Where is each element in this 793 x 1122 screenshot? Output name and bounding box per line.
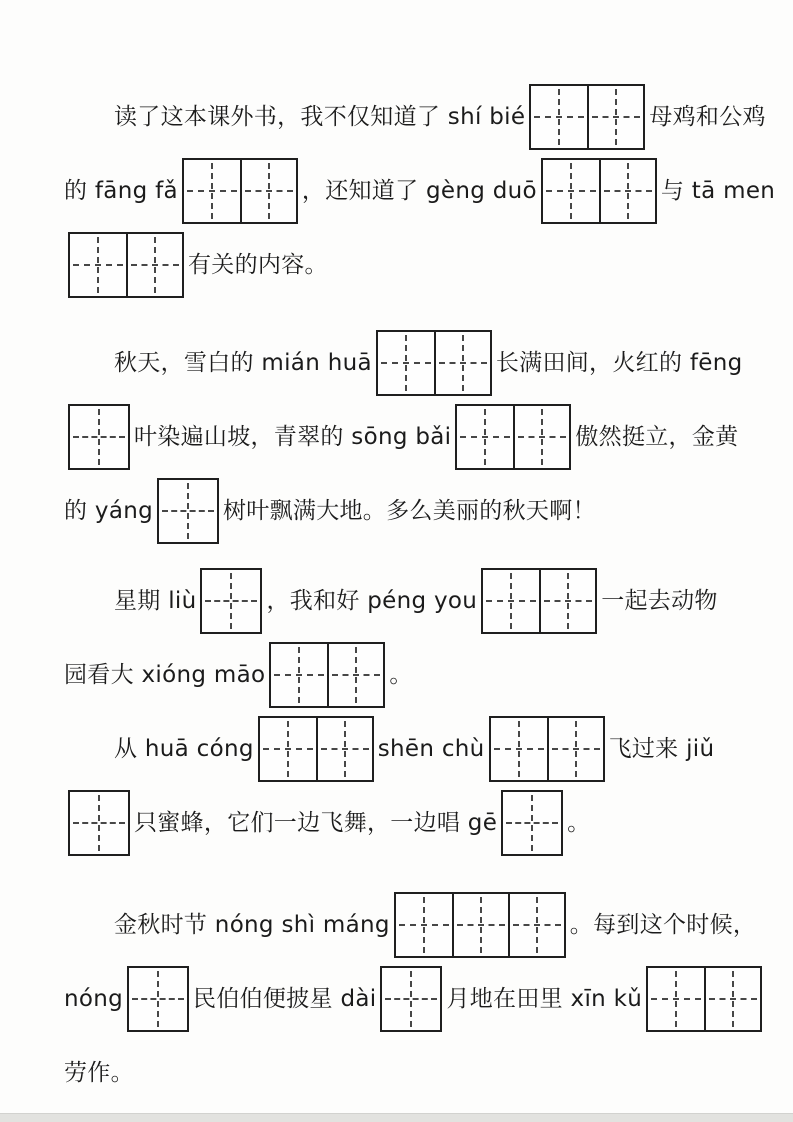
tianzige-cell[interactable] xyxy=(513,406,569,468)
tianzige-cell[interactable] xyxy=(503,792,561,854)
worksheet-line xyxy=(64,154,776,228)
tianzige-cell[interactable] xyxy=(452,894,508,956)
worksheet-line xyxy=(64,638,757,712)
tianzige-cell[interactable] xyxy=(159,480,217,542)
tianzige-cell[interactable] xyxy=(648,968,704,1030)
tianzige-cell[interactable] xyxy=(491,718,547,780)
text-segment: 民伯伯便披星 dài xyxy=(193,985,377,1012)
tianzige-cell[interactable] xyxy=(457,406,513,468)
text-segment: nóng xyxy=(64,985,124,1012)
tianzige-cell[interactable] xyxy=(271,644,327,706)
text-segment: ，我和好 péng you xyxy=(266,587,478,614)
paragraph xyxy=(64,326,757,548)
answer-box[interactable] xyxy=(182,158,298,224)
text-segment: 的 fāng fǎ xyxy=(64,177,178,204)
worksheet-line xyxy=(64,888,757,962)
tianzige-cell[interactable] xyxy=(202,570,260,632)
tianzige-cell[interactable] xyxy=(260,718,316,780)
paragraph xyxy=(64,564,757,712)
answer-box[interactable] xyxy=(68,790,130,856)
text-segment: ，还知道了 gèng duō xyxy=(301,177,537,204)
answer-box[interactable] xyxy=(258,716,374,782)
answer-box[interactable] xyxy=(481,568,597,634)
text-segment: 与 tā men xyxy=(660,177,776,204)
worksheet-line xyxy=(64,564,757,638)
tianzige-cell[interactable] xyxy=(70,406,128,468)
tianzige-cell[interactable] xyxy=(587,86,643,148)
text-segment: 星期 liù xyxy=(114,587,197,614)
tianzige-cell[interactable] xyxy=(531,86,587,148)
text-segment: 劳作。 xyxy=(64,1059,134,1086)
tianzige-cell[interactable] xyxy=(70,792,128,854)
answer-box[interactable] xyxy=(68,232,184,298)
text-segment: shēn chù xyxy=(377,735,485,762)
text-segment: 。每到这个时候， xyxy=(569,911,757,938)
tianzige-cell[interactable] xyxy=(483,570,539,632)
worksheet-line xyxy=(64,80,766,154)
text-segment: 。 xyxy=(567,809,591,836)
tianzige-cell[interactable] xyxy=(547,718,603,780)
answer-box[interactable] xyxy=(541,158,657,224)
tianzige-cell[interactable] xyxy=(240,160,296,222)
worksheet-line xyxy=(64,962,757,1036)
tianzige-cell[interactable] xyxy=(508,894,564,956)
answer-box[interactable] xyxy=(127,966,189,1032)
answer-box[interactable] xyxy=(646,966,762,1032)
tianzige-cell[interactable] xyxy=(539,570,595,632)
worksheet-line xyxy=(64,326,757,400)
text-segment: 母鸡和公鸡 xyxy=(649,103,766,130)
tianzige-cell[interactable] xyxy=(129,968,187,1030)
worksheet-line xyxy=(64,400,757,474)
text-segment: 只蜜蜂，它们一边飞舞，一边唱 gē xyxy=(134,809,498,836)
text-segment: 傲然挺立，金黄 xyxy=(575,423,739,450)
worksheet-line xyxy=(64,228,757,302)
paragraph xyxy=(64,712,757,860)
text-segment: 飞过来 jiǔ xyxy=(608,735,715,762)
answer-box[interactable] xyxy=(455,404,571,470)
tianzige-cell[interactable] xyxy=(378,332,434,394)
answer-box[interactable] xyxy=(501,790,563,856)
tianzige-cell[interactable] xyxy=(327,644,383,706)
paragraph xyxy=(64,888,757,1110)
tianzige-cell[interactable] xyxy=(704,968,760,1030)
text-segment: 有关的内容。 xyxy=(188,251,328,278)
answer-box[interactable] xyxy=(394,892,566,958)
tianzige-cell[interactable] xyxy=(599,160,655,222)
worksheet-line xyxy=(64,474,757,548)
worksheet-line xyxy=(64,1036,757,1110)
text-segment: 。 xyxy=(389,661,413,688)
answer-box[interactable] xyxy=(68,404,130,470)
tianzige-cell[interactable] xyxy=(543,160,599,222)
page-bottom-edge xyxy=(0,1113,793,1122)
text-segment: 一起去动物 xyxy=(601,587,718,614)
text-segment: 园看大 xióng māo xyxy=(64,661,266,688)
tianzige-cell[interactable] xyxy=(316,718,372,780)
text-segment: 树叶飘满大地。多么美丽的秋天啊！ xyxy=(223,497,596,524)
answer-box[interactable] xyxy=(376,330,492,396)
text-segment: 读了这本课外书，我不仅知道了 shí bié xyxy=(114,103,526,130)
answer-box[interactable] xyxy=(269,642,385,708)
text-segment: 叶染遍山坡，青翠的 sōng bǎi xyxy=(134,423,452,450)
text-segment: 月地在田里 xīn kǔ xyxy=(446,985,643,1012)
worksheet-line xyxy=(64,712,757,786)
tianzige-cell[interactable] xyxy=(396,894,452,956)
tianzige-cell[interactable] xyxy=(126,234,182,296)
tianzige-cell[interactable] xyxy=(184,160,240,222)
answer-box[interactable] xyxy=(380,966,442,1032)
tianzige-cell[interactable] xyxy=(382,968,440,1030)
text-segment: 秋天，雪白的 mián huā xyxy=(114,349,372,376)
text-segment: 金秋时节 nóng shì máng xyxy=(114,911,390,938)
text-segment: 长满田间，火红的 fēng xyxy=(495,349,743,376)
answer-box[interactable] xyxy=(489,716,605,782)
worksheet-line xyxy=(64,786,757,860)
answer-box[interactable] xyxy=(529,84,645,150)
tianzige-cell[interactable] xyxy=(70,234,126,296)
paragraph xyxy=(64,80,776,302)
answer-box[interactable] xyxy=(157,478,219,544)
text-segment: 从 huā cóng xyxy=(114,735,254,762)
tianzige-cell[interactable] xyxy=(434,332,490,394)
text-segment: 的 yáng xyxy=(64,497,153,524)
answer-box[interactable] xyxy=(200,568,262,634)
